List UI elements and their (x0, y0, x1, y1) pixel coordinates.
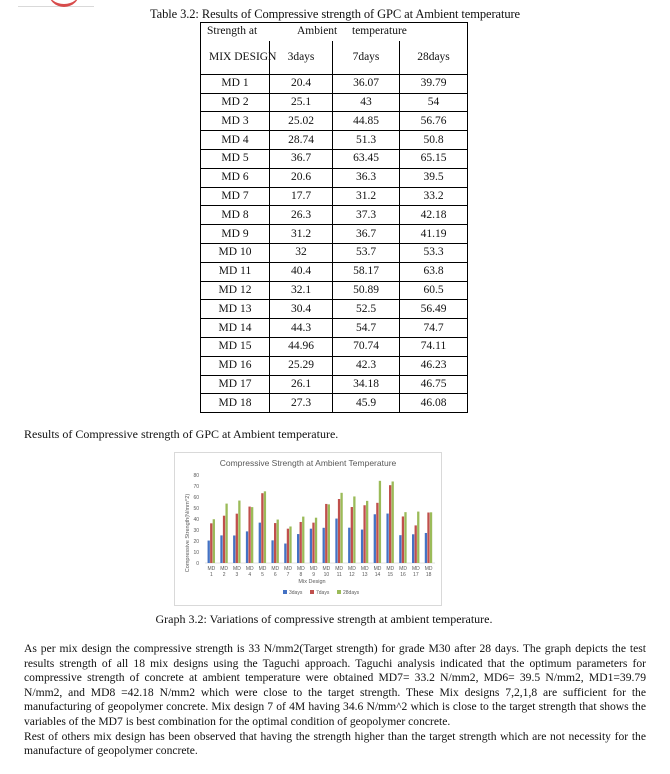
results-table (200, 22, 468, 413)
bar-28days-16 (404, 512, 406, 563)
y-tick-label: 60 (193, 495, 199, 501)
cell-28days: 74.11 (400, 337, 468, 356)
y-tick-label: 10 (193, 550, 199, 556)
cell-28days: 39.79 (400, 74, 468, 93)
bar-3days-15 (386, 514, 388, 563)
bar-3days-4 (246, 531, 248, 563)
cell-mix: MD 17 (201, 375, 270, 394)
bar-3days-14 (374, 514, 376, 563)
bar-3days-6 (271, 540, 273, 563)
cell-7days: 50.89 (333, 281, 400, 300)
bar-3days-11 (335, 519, 337, 563)
cell-mix: MD 12 (201, 281, 270, 300)
bar-28days-4 (251, 507, 253, 563)
graph-caption: Graph 3.2: Variations of compressive strength at ambient temperature. (155, 612, 493, 626)
cell-7days: 36.07 (333, 74, 400, 93)
header-7days: 7days (333, 41, 400, 75)
bar-28days-11 (340, 493, 342, 563)
cell-7days: 36.3 (333, 168, 400, 187)
table-row (201, 93, 468, 112)
bar-28days-18 (430, 512, 432, 563)
legend-label-28days: 28days (343, 590, 360, 596)
body-text (24, 642, 646, 759)
bar-7days-13 (363, 505, 365, 563)
bar-7days-16 (402, 516, 404, 563)
chart-container (174, 452, 442, 606)
bar-chart (175, 453, 441, 605)
bar-28days-17 (417, 512, 419, 563)
header-strength: Strength at (207, 25, 258, 38)
paragraph-2: Rest of others mix design has been observed that having the strength higher than the target strength which are not necessity for the manufacture of geopolymer concrete. (24, 729, 646, 758)
table-row (201, 112, 468, 131)
x-tick-prefix: MD (411, 566, 420, 572)
cell-7days: 43 (333, 93, 400, 112)
cell-7days: 70.74 (333, 337, 400, 356)
cell-3days: 27.3 (270, 394, 333, 413)
y-tick-label: 80 (193, 473, 199, 479)
x-tick-prefix: MD (284, 566, 292, 572)
bar-7days-11 (338, 499, 340, 563)
cell-28days: 46.08 (400, 394, 468, 413)
x-tick-label: 2 (222, 572, 226, 578)
table-row (201, 225, 468, 244)
cell-3days: 20.6 (270, 168, 333, 187)
cell-mix: MD 11 (201, 262, 270, 281)
y-tick-label: 20 (193, 539, 199, 545)
header-temperature: temperature (352, 25, 407, 38)
header-ambient: Ambient (297, 25, 338, 38)
cell-28days: 46.75 (400, 375, 468, 394)
bar-7days-4 (248, 507, 250, 563)
bar-28days-5 (264, 491, 266, 563)
cell-mix: MD 2 (201, 93, 270, 112)
cell-7days: 51.3 (333, 131, 400, 150)
table-caption: Table 3.2: Results of Compressive strength of GPC at Ambient temperature (150, 7, 520, 21)
bar-7days-5 (261, 493, 263, 563)
cell-7days: 52.5 (333, 300, 400, 319)
x-tick-label: 9 (312, 572, 316, 578)
x-tick-label: 15 (387, 572, 394, 578)
x-tick-label: 10 (323, 572, 330, 578)
cell-28days: 41.19 (400, 225, 468, 244)
bar-3days-8 (297, 534, 299, 563)
table-row (201, 356, 468, 375)
bar-3days-5 (259, 523, 261, 563)
x-tick-label: 16 (400, 572, 406, 578)
header-mix-design: MIX DESIGN (201, 41, 270, 75)
cell-28days: 65.15 (400, 149, 468, 168)
bar-3days-3 (233, 535, 235, 563)
x-tick-label: 8 (299, 572, 303, 578)
table-body (201, 74, 468, 412)
cell-3days: 25.02 (270, 112, 333, 131)
x-tick-prefix: MD (335, 566, 344, 572)
bar-3days-13 (361, 530, 363, 563)
cell-3days: 26.1 (270, 375, 333, 394)
x-tick-prefix: MD (207, 566, 216, 572)
cell-28days: 33.2 (400, 187, 468, 206)
cell-mix: MD 14 (201, 319, 270, 338)
table-header-row-1 (201, 23, 468, 41)
cell-mix: MD 15 (201, 337, 270, 356)
legend-label-7days: 7days (316, 590, 330, 596)
cell-28days: 54 (400, 93, 468, 112)
legend-swatch-7days (310, 590, 314, 594)
cell-28days: 50.8 (400, 131, 468, 150)
bar-7days-7 (287, 529, 289, 563)
cell-7days: 53.7 (333, 243, 400, 262)
x-tick-label: 5 (261, 572, 264, 578)
bar-3days-2 (220, 535, 222, 563)
bar-28days-7 (289, 526, 291, 563)
x-tick-label: 12 (349, 572, 355, 578)
bar-3days-1 (208, 541, 210, 563)
bar-28days-3 (238, 501, 240, 563)
chart-title: Compressive Strength at Ambient Temperature (219, 458, 397, 468)
table-row (201, 206, 468, 225)
bar-3days-17 (412, 534, 414, 563)
y-tick-label: 40 (193, 517, 199, 523)
bar-7days-12 (351, 507, 353, 563)
bar-28days-15 (392, 481, 394, 563)
header-3days: 3days (270, 41, 333, 75)
table-row (201, 74, 468, 93)
y-tick-label: 50 (193, 506, 199, 512)
table-row (201, 187, 468, 206)
bar-7days-2 (223, 516, 225, 563)
cell-28days: 63.8 (400, 262, 468, 281)
cell-3days: 25.1 (270, 93, 333, 112)
cell-3days: 25.29 (270, 356, 333, 375)
x-tick-prefix: MD (386, 566, 395, 572)
cell-7days: 42.3 (333, 356, 400, 375)
cell-mix: MD 10 (201, 243, 270, 262)
cell-7days: 54.7 (333, 319, 400, 338)
cell-3days: 40.4 (270, 262, 333, 281)
cell-mix: MD 5 (201, 149, 270, 168)
cell-mix: MD 8 (201, 206, 270, 225)
cell-7days: 45.9 (333, 394, 400, 413)
bar-7days-6 (274, 523, 276, 563)
x-tick-prefix: MD (322, 566, 331, 572)
cell-3days: 30.4 (270, 300, 333, 319)
x-tick-prefix: MD (220, 566, 229, 572)
results-label: Results of Compressive strength of GPC at Ambient temperature. (24, 427, 339, 441)
table-row (201, 168, 468, 187)
table-row (201, 131, 468, 150)
x-tick-prefix: MD (424, 566, 433, 572)
table-row (201, 394, 468, 413)
cell-28days: 60.5 (400, 281, 468, 300)
bar-28days-2 (225, 504, 227, 563)
x-tick-label: 6 (273, 572, 277, 578)
table-row (201, 319, 468, 338)
cell-28days: 39.5 (400, 168, 468, 187)
legend-label-3days: 3days (289, 590, 303, 596)
x-tick-prefix: MD (348, 566, 356, 572)
x-tick-label: 1 (209, 572, 213, 578)
legend-swatch-3days (283, 590, 287, 594)
bar-7days-18 (427, 513, 429, 563)
y-tick-label: 70 (193, 484, 199, 490)
cell-3days: 17.7 (270, 187, 333, 206)
x-tick-prefix: MD (258, 566, 267, 572)
cell-3days: 36.7 (270, 149, 333, 168)
cell-mix: MD 9 (201, 225, 270, 244)
cell-3days: 20.4 (270, 74, 333, 93)
x-tick-label: 17 (413, 572, 419, 578)
bar-28days-14 (379, 481, 381, 563)
header-strength-cell (201, 23, 468, 41)
table-row (201, 262, 468, 281)
bar-3days-12 (348, 528, 350, 563)
bar-28days-13 (366, 501, 368, 563)
chart-y-axis-label: Compressive Strength(N/mm^2) (185, 493, 191, 573)
bar-28days-10 (328, 504, 330, 563)
x-tick-label: 3 (235, 572, 239, 578)
cell-3days: 32 (270, 243, 333, 262)
cell-mix: MD 16 (201, 356, 270, 375)
cell-28days: 74.7 (400, 319, 468, 338)
bar-28days-12 (353, 496, 355, 563)
cell-3days: 31.2 (270, 225, 333, 244)
cell-28days: 42.18 (400, 206, 468, 225)
x-tick-label: 11 (336, 572, 342, 578)
chart-x-axis-label: Mix Design (298, 579, 326, 585)
cell-mix: MD 1 (201, 74, 270, 93)
bar-7days-1 (210, 523, 212, 563)
bar-3days-16 (399, 535, 401, 563)
paragraph-1: As per mix design the compressive strength is 33 N/mm2(Target strength) for grade M30 after 28 days. The graph depicts the test results strength of all 18 mix designs using the Taguchi approach. Taguchi analysis indicated that the optimum parameters for compressive strength of concrete at ambient temperature were obtained MD7= 33.2 N/mm2, MD6= 39.5 N/mm2, MD1=39.79 N/mm2, and MD8 =42.18 N/mm2 which were close to the target strength. These Mix designs 7,2,1,8 are sufficient for the manufacturing of geopolymer concrete. Mix design 7 of 4M having 34.6 N/mm^2 which is close to the target strength that shows the variables of the MD7 is best combination for the optimal condition of geopolymer concrete. (24, 642, 646, 728)
chart-legend (283, 590, 360, 596)
bar-3days-9 (310, 529, 312, 563)
bar-3days-7 (284, 544, 286, 563)
x-tick-prefix: MD (233, 566, 241, 572)
cell-7days: 63.45 (333, 149, 400, 168)
cell-mix: MD 7 (201, 187, 270, 206)
x-tick-prefix: MD (309, 566, 318, 572)
bar-3days-10 (323, 528, 325, 563)
x-tick-prefix: MD (296, 566, 305, 572)
page-header-fragment (18, 0, 94, 7)
cell-mix: MD 3 (201, 112, 270, 131)
cell-28days: 56.76 (400, 112, 468, 131)
bar-7days-8 (300, 522, 302, 563)
bar-7days-10 (325, 504, 327, 563)
legend-swatch-28days (337, 590, 341, 594)
x-tick-prefix: MD (271, 566, 280, 572)
bar-7days-14 (376, 503, 378, 563)
cell-7days: 31.2 (333, 187, 400, 206)
bar-3days-18 (425, 533, 427, 563)
cell-28days: 56.49 (400, 300, 468, 319)
chart-bars (208, 481, 433, 563)
table-row (201, 281, 468, 300)
y-tick-label: 0 (196, 561, 199, 567)
x-tick-label: 13 (361, 572, 368, 578)
cell-mix: MD 18 (201, 394, 270, 413)
bar-7days-9 (312, 523, 314, 563)
y-tick-label: 30 (193, 528, 199, 534)
logo-arc (48, 0, 80, 7)
x-tick-prefix: MD (245, 566, 254, 572)
table-row (201, 375, 468, 394)
cell-3days: 26.3 (270, 206, 333, 225)
table-header-row-2 (201, 41, 468, 75)
header-28days: 28days (400, 41, 468, 75)
bar-28days-1 (213, 519, 215, 563)
x-tick-label: 7 (286, 572, 290, 578)
table-row (201, 337, 468, 356)
cell-3days: 44.3 (270, 319, 333, 338)
bar-7days-17 (415, 525, 417, 563)
x-tick-prefix: MD (373, 566, 382, 572)
bar-28days-6 (277, 520, 279, 563)
cell-7days: 44.85 (333, 112, 400, 131)
cell-28days: 46.23 (400, 356, 468, 375)
bar-28days-8 (302, 517, 304, 563)
cell-7days: 36.7 (333, 225, 400, 244)
cell-mix: MD 4 (201, 131, 270, 150)
x-tick-prefix: MD (360, 566, 369, 572)
x-tick-label: 18 (425, 572, 432, 578)
table-row (201, 243, 468, 262)
bar-7days-3 (236, 514, 238, 563)
cell-7days: 34.18 (333, 375, 400, 394)
cell-mix: MD 13 (201, 300, 270, 319)
cell-7days: 58.17 (333, 262, 400, 281)
table-row (201, 149, 468, 168)
cell-3days: 32.1 (270, 281, 333, 300)
cell-mix: MD 6 (201, 168, 270, 187)
cell-3days: 28.74 (270, 131, 333, 150)
x-tick-prefix: MD (399, 566, 407, 572)
x-tick-label: 4 (248, 572, 252, 578)
x-tick-label: 14 (374, 572, 381, 578)
cell-28days: 53.3 (400, 243, 468, 262)
bar-7days-15 (389, 485, 391, 563)
table-row (201, 300, 468, 319)
bar-28days-9 (315, 518, 317, 563)
cell-7days: 37.3 (333, 206, 400, 225)
cell-3days: 44.96 (270, 337, 333, 356)
